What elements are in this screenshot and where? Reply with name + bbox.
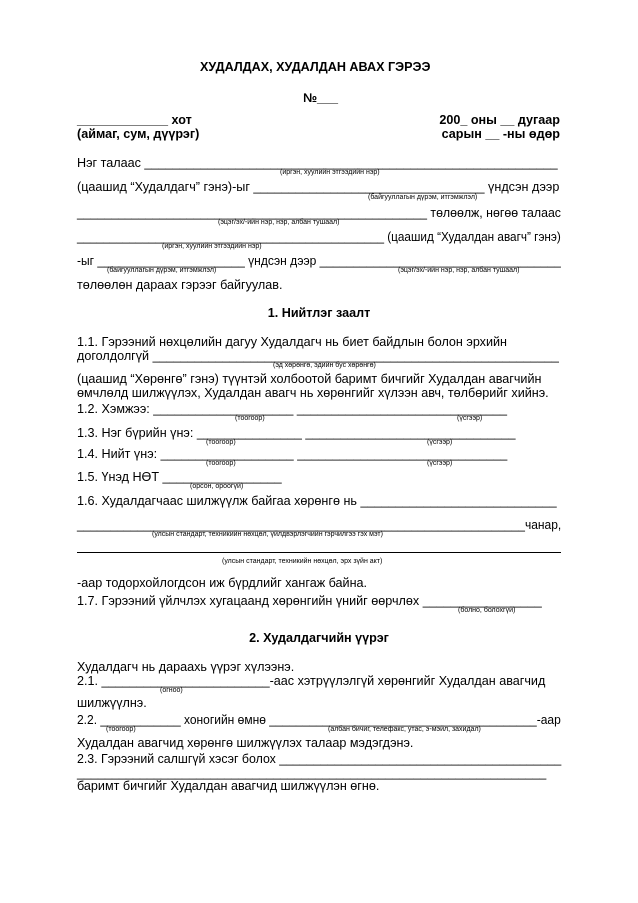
clause-1-1-line-2: доголдолгүй __________________________________________________________ xyxy=(77,349,559,363)
clause-1-2-hint-digits: (тоогоор) xyxy=(235,415,265,422)
clause-1-6-hint-1: (улсын стандарт, техникийн нөхцөл, үйлдвэрлэгчийн гэрчилгээ гэх мэт) xyxy=(152,531,383,538)
section-2-heading: 2. Худалдагчийн үүрэг xyxy=(249,631,389,645)
party-buyer-basis-line: -ыг ______________________ үндсэн дээр ____________________________________ xyxy=(77,254,561,268)
party-buyer-rep-hint: (эцэг/эх/-ийн нэр, нэр, албан тушаал) xyxy=(398,267,520,274)
clause-1-3-hint-digits: (тоогоор) xyxy=(206,439,236,446)
clause-1-6-line-1: 1.6. Худалдагчаас шилжүүлж байгаа хөрөнгө нь ____________________________ xyxy=(77,494,557,508)
party-buyer-basis-hint: (байгууллагын дүрэм, итгэмжлэл) xyxy=(107,267,217,274)
clause-1-2-quantity: 1.2. Хэмжээ: ____________________ ______________________________ xyxy=(77,402,507,416)
clause-2-2-hint-channel: (албан бичиг, телефакс, утас, э-мэйл, захидал) xyxy=(328,726,481,733)
clause-2-1-hint: (огноо) xyxy=(160,687,183,694)
clause-2-1-line-2: шилжүүлнэ. xyxy=(77,696,147,710)
clause-1-1-line-3: (цаашид “Хөрөнгө” гэнэ) түүнтэй холбоотой баримт бичгийг Худалдан авагчийн xyxy=(77,372,542,386)
clause-1-6-line-2: ___________________________________________________________________чанар, xyxy=(77,518,562,532)
clause-1-2-hint-words: (үсгээр) xyxy=(457,415,483,422)
clause-1-4-hint-digits: (тоогоор) xyxy=(206,460,236,467)
party-seller-line: Нэг талаас ___________________________________________________________ xyxy=(77,156,558,170)
party-buyer-hint: (иргэн, хуулийн этгээдийн нэр) xyxy=(162,243,262,250)
clause-2-3-line-2: ___________________________________________________________________ xyxy=(77,766,547,780)
clause-2-2-line-2: Худалдан авагчид хөрөнгө шилжүүлэх талаар мэдэгдэнэ. xyxy=(77,736,414,750)
clause-1-6-hint-2: (улсын стандарт, техникийн нөхцөл, эрх зүйн акт) xyxy=(222,558,383,565)
city-sub-label: (аймаг, сум, дүүрэг) xyxy=(77,127,200,141)
clause-2-3-line-1: 2.3. Гэрээний салшгүй хэсэг болох _________________________________________ xyxy=(77,752,562,766)
clause-1-3-hint-words: (үсгээр) xyxy=(427,439,453,446)
date-line: 200_ оны __ дугаар xyxy=(439,113,560,127)
clause-1-6-blank-line xyxy=(77,552,561,553)
clause-1-3-unit-price: 1.3. Нэг бүрийн үнэ: _______________ ______________________________ xyxy=(77,426,516,440)
city-line: _____________ хот xyxy=(77,113,192,127)
clause-2-2-hint-digits: (тоогоор) xyxy=(106,726,136,733)
clause-1-1-line-1: 1.1. Гэрээний нөхцөлийн дагуу Худалдагч нь биет байдлын болон эрхийн xyxy=(77,335,508,349)
party-seller-basis-hint: (байгууллагын дүрэм, итгэмжлэл) xyxy=(368,194,478,201)
clause-1-4-total-price: 1.4. Нийт үнэ: ___________________ ______________________________ xyxy=(77,447,508,461)
clause-1-4-hint-words: (үсгээр) xyxy=(427,460,453,467)
clause-1-6-line-3: -аар тодорхойлогдсон иж бүрдлийг хангаж байна. xyxy=(77,576,368,590)
party-buyer-line: _______________________________________________ (цаашид “Худалдан авагч” гэнэ) xyxy=(77,230,561,244)
party-seller-rep-line: ___________________________________________________ төлөөлж, нөгөө талаас xyxy=(77,206,561,220)
parties-closing-line: төлөөлөн дараах гэрээг байгуулав. xyxy=(77,278,283,292)
clause-1-7-line: 1.7. Гэрээний үйлчлэх хугацаанд хөрөнгийн үнийг өөрчлөх _________________ xyxy=(77,594,542,608)
clause-1-7-hint: (болно, болохгүй) xyxy=(458,607,516,614)
clause-2-3-line-3: баримт бичгийг Худалдан авагчид шилжүүлэн өгнө. xyxy=(77,779,380,793)
clause-1-5-hint: (орсон, ороогүй) xyxy=(190,483,244,490)
party-seller-rep-hint: (эцэг/эх/-ийн нэр, нэр, албан тушаал) xyxy=(218,219,340,226)
section-2-intro: Худалдагч нь дараахь үүрэг хүлээнэ. xyxy=(77,660,295,674)
clause-1-1-line-4: өмчлөлд шилжүүлэх, Худалдан авагч нь хөрөнгийг хүлээн авч, төлбөрийг хийнэ. xyxy=(77,386,549,400)
clause-1-5-vat: 1.5. Үнэд НӨТ _________________ xyxy=(77,470,282,484)
clause-2-2-line-1: 2.2. ____________ хоногийн өмнө ________________________________________-аар xyxy=(77,713,561,727)
party-seller-basis-line: (цаашид “Худалдагч” гэнэ)-ыг _________________________________ үндсэн дээр xyxy=(77,180,560,194)
party-seller-hint: (иргэн, хуулийн этгээдийн нэр) xyxy=(280,169,380,176)
document-title: ХУДАЛДАХ, ХУДАЛДАН АВАХ ГЭРЭЭ xyxy=(200,60,431,74)
clause-1-1-hint: (эд хөрөнгө, эдийн бус хөрөнгө) xyxy=(273,362,376,369)
section-1-heading: 1. Нийтлэг заалт xyxy=(267,306,371,320)
contract-number: №___ xyxy=(303,91,339,105)
date-sub-line: сарын __ -ны өдөр xyxy=(441,127,560,141)
clause-2-1-line-1: 2.1. ________________________-аас хэтрүүлэлгүй хөрөнгийг Худалдан авагчид xyxy=(77,674,546,688)
